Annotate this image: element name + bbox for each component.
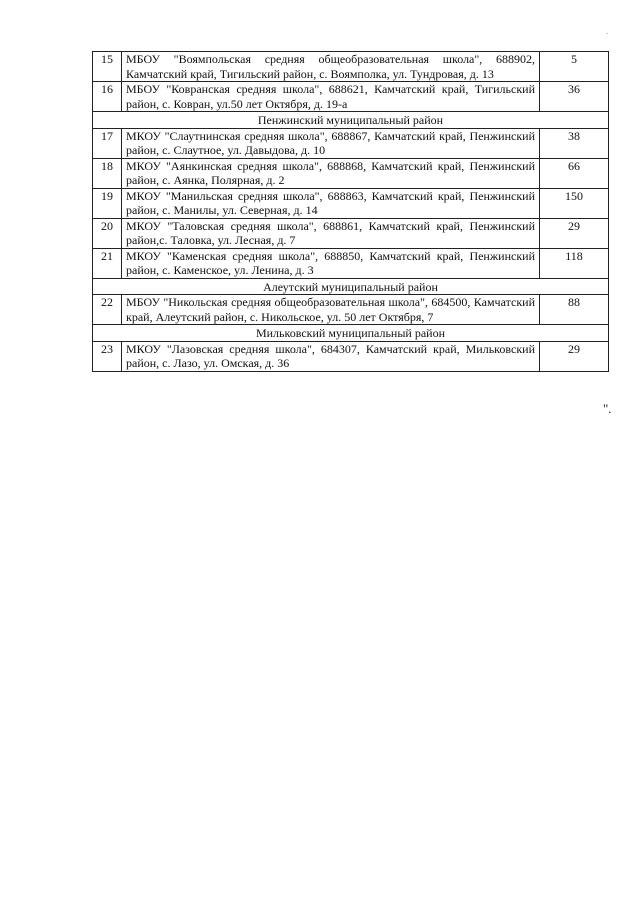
table-row	[93, 218, 609, 248]
row-value: 5	[540, 52, 609, 82]
row-number: 18	[93, 158, 122, 188]
school-name-address: МБОУ "Воямпольская средняя общеобразовательная школа", 688902, Камчатский край, Тигильский район, с. Воямполка, ул. Тундровая, д. 13	[122, 52, 540, 82]
row-value: 29	[540, 341, 609, 371]
school-name-address: МБОУ "Никольская средняя общеобразовательная школа", 684500, Камчатский край, Алеутский район, с. Никольское, ул. 50 лет Октября, 7	[122, 295, 540, 325]
region-header-row	[93, 325, 609, 342]
table-row	[93, 295, 609, 325]
row-number: 15	[93, 52, 122, 82]
row-number: 16	[93, 82, 122, 112]
schools-table-body	[93, 52, 609, 372]
table-row	[93, 52, 609, 82]
row-number: 20	[93, 218, 122, 248]
corner-mark: .	[606, 26, 609, 36]
school-name-address: МКОУ "Аянкинская средняя школа", 688868, Камчатский край, Пенжинский район, с. Аянка, Полярная, д. 2	[122, 158, 540, 188]
row-value: 29	[540, 218, 609, 248]
school-name-address: МКОУ "Каменская средняя школа", 688850, Камчатский край, Пенжинский район, с. Каменское, ул. Ленина, д. 3	[122, 248, 540, 278]
school-name-address: МКОУ "Манильская средняя школа", 688863, Камчатский край, Пенжинский район, с. Манилы, ул. Северная, д. 14	[122, 188, 540, 218]
row-number: 21	[93, 248, 122, 278]
row-number: 17	[93, 128, 122, 158]
row-value: 88	[540, 295, 609, 325]
row-value: 150	[540, 188, 609, 218]
school-name-address: МКОУ "Таловская средняя школа", 688861, Камчатский край, Пенжинский район,с. Таловка, ул. Лесная, д. 7	[122, 218, 540, 248]
row-value: 66	[540, 158, 609, 188]
region-name: Пенжинский муниципальный район	[93, 112, 609, 129]
school-name-address: МКОУ "Лазовская средняя школа", 684307, Камчатский край, Мильковский район, с. Лазо, ул. Омская, д. 36	[122, 341, 540, 371]
row-number: 19	[93, 188, 122, 218]
row-value: 38	[540, 128, 609, 158]
region-name: Алеутский муниципальный район	[93, 278, 609, 295]
school-name-address: МБОУ "Ковранская средняя школа", 688621, Камчатский край, Тигильский район, с. Ковран, ул.50 лет Октября, д. 19-а	[122, 82, 540, 112]
region-header-row	[93, 278, 609, 295]
region-header-row	[93, 112, 609, 129]
row-number: 22	[93, 295, 122, 325]
region-name: Мильковский муниципальный район	[93, 325, 609, 342]
closing-quote-mark: ".	[603, 401, 612, 416]
table-row	[93, 341, 609, 371]
school-name-address: МКОУ "Слаутнинская средняя школа", 688867, Камчатский край, Пенжинский район, с. Слаутное, ул. Давыдова, д. 10	[122, 128, 540, 158]
row-value: 118	[540, 248, 609, 278]
schools-table	[92, 51, 609, 372]
table-row	[93, 248, 609, 278]
table-row	[93, 158, 609, 188]
table-row	[93, 188, 609, 218]
table-row	[93, 82, 609, 112]
table-row	[93, 128, 609, 158]
row-value: 36	[540, 82, 609, 112]
row-number: 23	[93, 341, 122, 371]
